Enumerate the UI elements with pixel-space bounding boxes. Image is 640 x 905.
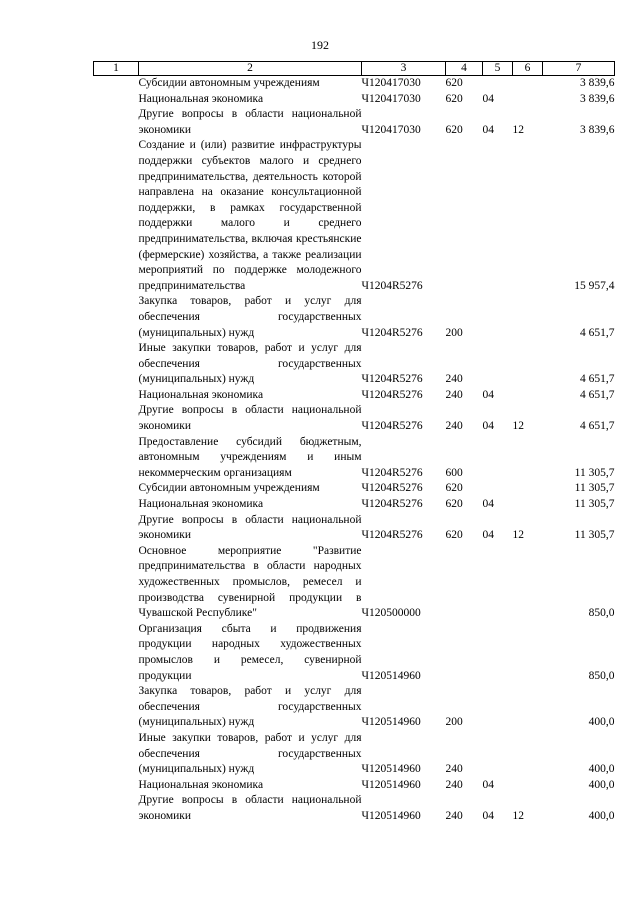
row-amount-cell: 3 839,6 [580,123,615,136]
row-subsection-cell [513,544,543,622]
row-amount-cell: 4 651,7 [580,420,615,433]
row-subsection-cell [513,481,543,497]
row-expense-type-cell [446,544,483,622]
row-section-cell [483,76,513,92]
row-name-cell: Создание и (или) развитие инфраструктуры поддержки субъектов малого и среднего предпринимательства, деятельность которой направлена на оказание консультационной поддержки, в рамках государственной поддержки малого и среднего предпринимательства, включая крестьянские (фермерские) хозяйства, а также реализации мероприятий по поддержке молодежного предпринимательства [138,139,362,292]
row-code-cell: Ч120500000 [361,607,421,620]
row-section-cell: 04 [482,809,494,822]
row-name-cell: Национальная экономика [138,778,264,791]
header-col-5: 5 [483,62,513,76]
row-code-cell: Ч1204R5276 [361,326,423,339]
row-code-cell: Ч1204R5276 [361,279,423,292]
row-code-cell: Ч120417030 [361,77,421,89]
row-amount-cell: 400,0 [588,778,615,791]
row-subsection-cell [513,731,543,778]
row-amount-cell: 15 957,4 [574,279,615,292]
row-subsection-cell [513,497,543,513]
row-amount-cell: 11 305,7 [574,529,615,542]
row-code-cell: Ч120514960 [361,763,421,776]
row-section-cell: 04 [482,388,494,401]
row-amount-cell: 400,0 [588,763,615,776]
row-name-cell: Другие вопросы в области национальной экономики [138,513,362,542]
row-code-cell: Ч1204R5276 [361,373,423,386]
row-name-cell: Организация сбыта и продвижения продукции народных художественных промыслов и ремесел, сувенирной продукции [138,622,362,682]
row-expense-type-cell: 240 [445,420,463,433]
row-number-cell [94,388,139,404]
table-row [94,731,615,778]
row-subsection-cell: 12 [512,529,524,542]
row-name-cell: Национальная экономика [138,92,264,105]
row-expense-type-cell: 620 [445,92,463,105]
row-section-cell [483,622,513,684]
row-number-cell [94,76,139,92]
row-expense-type-cell: 620 [445,498,463,511]
row-subsection-cell [513,435,543,482]
row-amount-cell: 4 651,7 [580,388,615,401]
row-number-cell [94,622,139,684]
table-row [94,622,615,684]
row-expense-type-cell [446,138,483,294]
row-number-cell [94,778,139,794]
row-subsection-cell [513,778,543,794]
table-row [94,388,615,404]
table-row [94,481,615,497]
row-section-cell [483,481,513,497]
row-code-cell: Ч1204R5276 [361,482,423,495]
row-expense-type-cell: 620 [445,77,463,89]
table-row [94,107,615,138]
table-row [94,294,615,341]
row-subsection-cell [513,138,543,294]
header-col-1: 1 [94,62,139,76]
row-subsection-cell [513,388,543,404]
row-subsection-cell: 12 [512,123,524,136]
row-subsection-cell [513,684,543,731]
table-header [94,62,615,76]
row-subsection-cell: 12 [512,809,524,822]
row-number-cell [94,544,139,622]
table-row [94,793,615,824]
row-amount-cell: 400,0 [588,716,615,729]
row-number-cell [94,513,139,544]
row-expense-type-cell: 600 [445,466,463,479]
row-amount-cell: 400,0 [588,809,615,822]
row-number-cell [94,92,139,108]
row-code-cell: Ч1204R5276 [361,388,423,401]
row-number-cell [94,341,139,388]
row-code-cell: Ч1204R5276 [361,529,423,542]
row-subsection-cell [513,92,543,108]
table-row [94,778,615,794]
row-number-cell [94,684,139,731]
page-number: 192 [311,38,329,52]
row-amount-cell: 850,0 [588,607,615,620]
row-number-cell [94,138,139,294]
table-body [94,76,615,825]
row-amount-cell: 11 305,7 [574,498,615,511]
row-expense-type-cell: 240 [445,388,463,401]
row-section-cell [483,544,513,622]
table-row [94,544,615,622]
row-number-cell [94,793,139,824]
table-row [94,76,615,92]
row-number-cell [94,435,139,482]
row-code-cell: Ч120417030 [361,92,421,105]
row-section-cell [483,435,513,482]
row-name-cell: Другие вопросы в области национальной экономики [138,404,362,433]
row-code-cell: Ч120514960 [361,716,421,729]
row-name-cell: Закупка товаров, работ и услуг для обеспечения государственных (муниципальных) нужд [138,295,362,339]
row-section-cell [483,294,513,341]
header-row [94,62,615,76]
table-row [94,403,615,434]
row-name-cell: Национальная экономика [138,388,264,401]
table-row [94,684,615,731]
row-subsection-cell [513,341,543,388]
row-expense-type-cell: 620 [445,482,463,495]
row-code-cell: Ч1204R5276 [361,420,423,433]
row-name-cell: Субсидии автономным учреждениям [138,482,320,495]
row-number-cell [94,294,139,341]
row-section-cell: 04 [482,529,494,542]
row-code-cell: Ч120514960 [361,778,421,791]
row-section-cell: 04 [482,778,494,791]
table-row [94,497,615,513]
row-number-cell [94,403,139,434]
row-name-cell: Основное мероприятие "Развитие предпринимательства в области народных художественных промыслов, ремесел и производства сувенирной продукции в Чувашской Республике" [138,544,362,620]
row-amount-cell: 3 839,6 [580,92,615,105]
row-subsection-cell [513,76,543,92]
row-code-cell: Ч1204R5276 [361,466,423,479]
table-row [94,92,615,108]
row-expense-type-cell: 620 [445,529,463,542]
row-amount-cell: 11 305,7 [574,466,615,479]
row-expense-type-cell [446,622,483,684]
budget-table [93,61,615,825]
row-code-cell: Ч1204R5276 [361,498,423,511]
row-section-cell [483,341,513,388]
row-code-cell: Ч120514960 [361,669,421,682]
table-row [94,435,615,482]
row-name-cell: Другие вопросы в области национальной экономики [138,794,362,822]
header-col-2: 2 [139,62,362,76]
row-number-cell [94,481,139,497]
row-subsection-cell [513,622,543,684]
row-name-cell: Национальная экономика [138,498,264,511]
row-section-cell: 04 [482,420,494,433]
row-amount-cell: 4 651,7 [580,326,615,339]
row-name-cell: Закупка товаров, работ и услуг для обеспечения государственных (муниципальных) нужд [138,685,362,729]
row-name-cell: Иные закупки товаров, работ и услуг для обеспечения государственных (муниципальных) нужд [138,731,362,776]
row-section-cell: 04 [482,92,494,105]
row-amount-cell: 3 839,6 [580,77,615,89]
header-col-6: 6 [513,62,543,76]
row-expense-type-cell: 240 [445,778,463,791]
row-expense-type-cell: 240 [445,373,463,386]
row-name-cell: Другие вопросы в области национальной экономики [138,108,362,136]
row-number-cell [94,107,139,138]
header-col-3: 3 [362,62,446,76]
header-col-7: 7 [543,62,615,76]
row-name-cell: Иные закупки товаров, работ и услуг для обеспечения государственных (муниципальных) нужд [138,342,362,386]
row-code-cell: Ч120417030 [361,123,421,136]
row-name-cell: Предоставление субсидий бюджетным, автономным учреждениям и иным некоммерческим организациям [138,435,362,479]
table-row [94,341,615,388]
row-section-cell [483,684,513,731]
row-expense-type-cell: 240 [445,809,463,822]
table-row [94,513,615,544]
row-expense-type-cell: 200 [445,716,463,729]
header-col-4: 4 [446,62,483,76]
row-amount-cell: 850,0 [588,669,615,682]
row-code-cell: Ч120514960 [361,809,421,822]
row-subsection-cell [513,294,543,341]
row-number-cell [94,497,139,513]
row-section-cell [483,731,513,778]
table-row [94,138,615,294]
row-subsection-cell: 12 [512,420,524,433]
row-section-cell [483,138,513,294]
row-expense-type-cell: 200 [445,326,463,339]
row-amount-cell: 4 651,7 [580,373,615,386]
row-number-cell [94,731,139,778]
row-section-cell: 04 [482,498,494,511]
row-expense-type-cell: 240 [445,763,463,776]
row-section-cell: 04 [482,123,494,136]
row-name-cell: Субсидии автономным учреждениям [138,77,320,89]
row-amount-cell: 11 305,7 [574,482,615,495]
row-expense-type-cell: 620 [445,123,463,136]
